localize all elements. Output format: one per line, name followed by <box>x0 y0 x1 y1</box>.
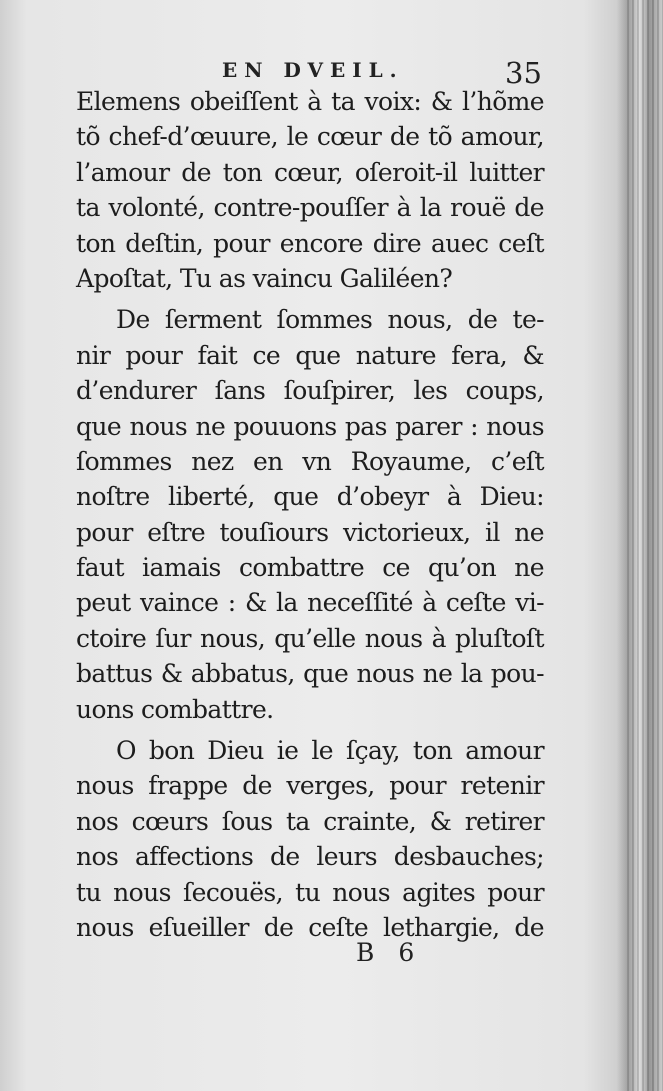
text-line: ta volonté, contre-pouſſer à la rouë de <box>76 193 544 223</box>
text-line: tõ chef-d’œuure, le cœur de tõ amour, <box>76 122 544 152</box>
text-line: ton deſtin, pour encore dire auec ceſt <box>76 228 544 258</box>
text-line: faut iamais combattre ce qu’on ne <box>76 553 544 583</box>
text-line: Elemens obeiſſent à ta voix: & l’hõme <box>76 87 544 116</box>
page-number: 35 <box>505 56 542 90</box>
text-line: O bon Dieu ie le ſçay, ton amour <box>116 736 544 766</box>
text-line: ctoire ſur nous, qu’elle nous à pluſtoſt <box>76 623 544 653</box>
body-text <box>76 84 544 945</box>
text-line: Apoſtat, Tu as vaincu Galiléen? <box>76 263 453 293</box>
text-line: l’amour de ton cœur, oſeroit-il luitter <box>76 157 544 187</box>
text-line: pour eſtre touſiours victorieux, il ne <box>76 517 544 547</box>
text-line: nous frappe de verges, pour retenir <box>76 771 544 801</box>
running-head: EN DVEIL. <box>222 58 404 82</box>
text-line: peut vaince : & la neceſſité à ceſte vi- <box>76 588 544 618</box>
signature-mark: B 6 <box>356 938 423 967</box>
text-line: De ſerment ſommes nous, de te- <box>116 305 544 335</box>
text-line: uons combattre. <box>76 694 274 724</box>
text-line: nos cœurs ſous ta crainte, & retirer <box>76 806 544 836</box>
page-edge <box>627 0 663 1091</box>
text-line: battus & abbatus, que nous ne la pou- <box>76 659 544 689</box>
text-line: nous eſueiller de ceſte lethargie, de <box>76 912 544 942</box>
text-line: noſtre liberté, que d’obeyr à Dieu: <box>76 482 544 512</box>
text-line: nir pour fait ce que nature fera, & <box>76 340 544 370</box>
text-line: tu nous ſecouës, tu nous agites pour <box>76 877 544 907</box>
text-line: nos affections de leurs desbauches; <box>76 842 544 872</box>
text-line: ſommes nez en vn Royaume, c’eſt <box>76 446 544 476</box>
text-line: d’endurer ſans ſouſpirer, les coups, <box>76 376 544 406</box>
text-line: que nous ne pouuons pas parer : nous <box>76 411 544 441</box>
